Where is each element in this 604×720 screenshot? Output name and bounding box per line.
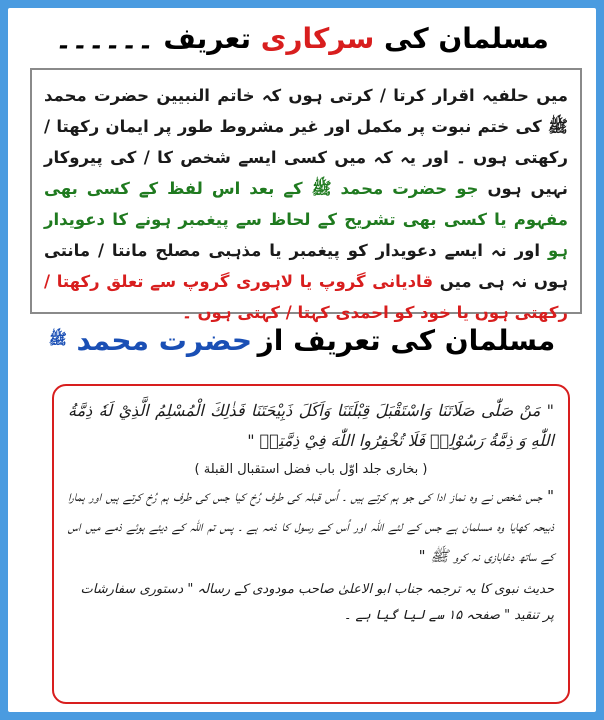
hadith-footnote: حدیث نبوی کا یہ ترجمہ جناب ابو الاعلیٰ صاحب مودودی کے رسالہ " دستوری سفارشات پر تنقید " صفحہ ۱۵ سے لیا گیا ہے ۔: [80, 582, 554, 623]
page-frame: [8, 8, 596, 712]
hadith-box: [52, 384, 570, 704]
section-title: [8, 324, 596, 357]
declaration-text: [32, 70, 580, 328]
title-tail: تعریف ۔۔۔۔۔۔: [55, 22, 251, 55]
hadith-reference: ( بخاری جلد اوّل باب فضل استقبال القبلة ): [194, 462, 428, 477]
page-title: [8, 22, 596, 55]
declaration-part2: جو حضرت محمد ﷺ کے بعد اس لفظ کے کسی بھی مفہوم یا کسی بھی تشریح کے لحاظ سے پیغمبر ہونے کا دعویدار ہو: [44, 179, 568, 260]
hadith-translation: " جس شخص نے وہ نماز ادا کی جو ہم کرتے ہیں ۔ اُس قبلہ کی طرف رُخ کیا جس کی طرف ہم رُخ کرتے ہیں اور ہمارا ذبیحہ کھایا وہ مسلمان ہے جس کے لئے اللہ اور اُس کے رسول کا ذمہ ہے ۔ پس تم اللہ کے دیئے ہوئے ذمے میں اس کے ساتھ دغابازی نہ کرو ﷺ ": [68, 487, 554, 565]
title-highlight: سرکاری: [260, 22, 375, 55]
section-title-highlight: حضرت محمد: [76, 324, 253, 357]
salutation-mark: ﷺ: [48, 329, 67, 348]
section-title-main: مسلمان کی تعریف از: [257, 324, 556, 357]
declaration-part3: اور نہ ایسے دعویدار کو پیغمبر یا مذہبی مصلح مانتا / مانتی ہوں نہ ہی میں: [44, 241, 568, 291]
declaration-box: [30, 68, 582, 322]
declaration-part4: قادیانی گروپ یا لاہوری گروپ سے تعلق رکھتا / رکھتی ہوں یا خود کو احمدی کہتا / کہتی ہوں ۔: [44, 272, 568, 322]
title-main: مسلمان کی: [384, 22, 549, 55]
hadith-arabic: " مَنْ صَلّٰى صَلَاتَنَا وَاسْتَقْبَلَ قِبْلَتَنَا وَاَكَلَ ذَبِيْحَتَنَا فَذٰلِكَ الْمُسْلِمُ الَّذِيْ لَهٗ ذِمَّةُ اللّٰهِ وَ ذِمَّةُ رَسُوْلِهٖ فَلَا تُخْفِرُوا اللّٰهَ فِيْ ذِمَّتِهٖ ": [68, 401, 554, 450]
declaration-part1: میں حلفیہ اقرار کرتا / کرتی ہوں کہ خاتم النبیین حضرت محمد ﷺ کی ختم نبوت پر مکمل اور غیر مشروط طور پر ایمان رکھتا / رکھتی ہوں ۔ اور یہ کہ میں کسی ایسے شخص کا / کی پیروکار نہیں ہوں: [44, 86, 568, 198]
